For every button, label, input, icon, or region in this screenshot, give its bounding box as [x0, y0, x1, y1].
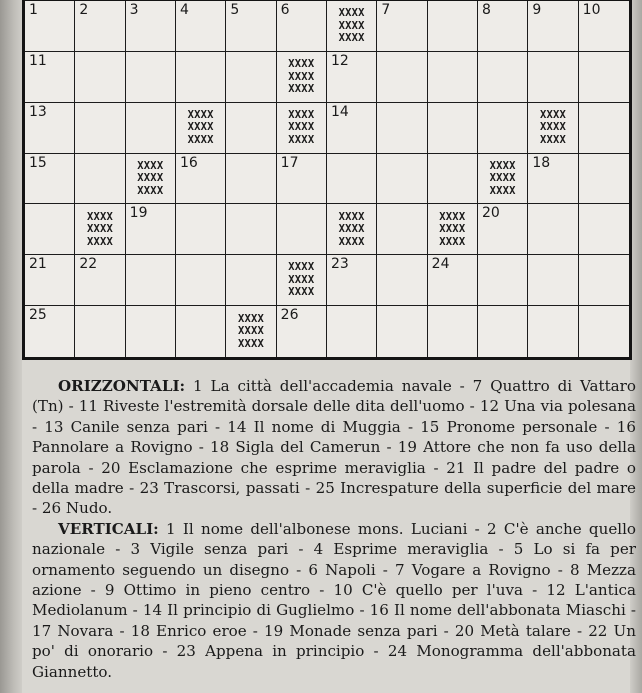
clue-number: 7	[381, 2, 391, 18]
grid-cell	[126, 204, 176, 255]
black-square-pattern-line: XXXX	[489, 184, 516, 197]
black-square-pattern	[176, 103, 225, 153]
grid-cell	[478, 204, 528, 255]
black-square-pattern-line: XXXX	[539, 133, 567, 146]
clue-number: 4	[179, 2, 189, 18]
grid-cell	[176, 204, 226, 255]
black-square-pattern-line: XXXX	[338, 32, 365, 45]
clue-number: 6	[280, 2, 290, 18]
black-square-pattern	[226, 306, 275, 357]
black-square-pattern-line: XXXX	[439, 235, 466, 248]
clue-number: 9	[532, 2, 542, 18]
clue-number: 1	[29, 2, 38, 18]
black-square-pattern-line: XXXX	[439, 210, 466, 223]
black-square-pattern-line: XXXX	[439, 223, 466, 236]
black-square-pattern-line: XXXX	[237, 312, 265, 325]
clue-number: 22	[79, 256, 98, 273]
grid-cell	[126, 1, 176, 52]
grid-cell	[75, 1, 125, 52]
clue-number: 18	[532, 154, 551, 171]
grid-cell	[277, 154, 327, 205]
clue-number: 25	[29, 307, 47, 324]
clue-number: 17	[280, 154, 299, 171]
down-heading: VERTICALI:	[58, 519, 159, 538]
grid-cell	[226, 204, 276, 255]
black-square-pattern-line: XXXX	[338, 19, 365, 32]
grid-cell	[528, 1, 578, 52]
black-square-pattern	[478, 154, 527, 204]
black-square-pattern-line: XXXX	[338, 223, 365, 236]
grid-cell	[377, 154, 427, 205]
black-square-pattern-line: XXXX	[137, 172, 164, 185]
grid-cell	[377, 204, 427, 255]
black-square	[428, 204, 478, 255]
grid-cell	[478, 255, 528, 306]
grid-cell	[176, 52, 226, 103]
clue-number: 11	[29, 52, 47, 69]
grid-cell	[377, 306, 427, 357]
grid-cell	[176, 1, 226, 52]
black-square-pattern	[428, 204, 477, 254]
grid-cell	[478, 306, 528, 357]
grid-cell	[428, 154, 478, 205]
grid-cell	[226, 103, 276, 154]
grid-cell	[327, 103, 377, 154]
grid-cell	[579, 306, 629, 357]
clue-number: 21	[29, 256, 47, 273]
grid-cell	[377, 52, 427, 103]
black-square-pattern-line: XXXX	[288, 261, 315, 274]
grid-cell	[528, 52, 578, 103]
page-edge-left	[0, 0, 22, 693]
clue-number: 3	[129, 2, 139, 18]
black-square-pattern	[277, 52, 326, 102]
grid-cell	[327, 255, 377, 306]
grid-cell	[176, 255, 226, 306]
black-square-pattern-line: XXXX	[489, 159, 516, 172]
clue-number: 19	[129, 205, 148, 222]
grid-cell	[176, 154, 226, 205]
grid-cell	[327, 52, 377, 103]
grid-cell	[126, 306, 176, 357]
black-square-pattern-line: XXXX	[288, 83, 315, 96]
grid-cell	[277, 306, 327, 357]
grid-cell	[327, 154, 377, 205]
black-square-pattern-line: XXXX	[338, 210, 365, 223]
black-square-pattern-line: XXXX	[237, 325, 265, 338]
clue-number: 24	[431, 256, 450, 273]
black-square-pattern-line: XXXX	[86, 223, 114, 236]
black-square	[277, 52, 327, 103]
black-square-pattern-line: XXXX	[288, 108, 315, 121]
grid-cell	[25, 255, 75, 306]
crossword-grid	[22, 0, 632, 360]
clue-number: 2	[79, 2, 89, 18]
black-square-pattern-line: XXXX	[187, 121, 214, 134]
black-square-pattern-line: XXXX	[288, 133, 315, 146]
grid-cell	[75, 103, 125, 154]
grid-cell	[25, 103, 75, 154]
grid-cell	[226, 154, 276, 205]
black-square-pattern	[75, 204, 124, 254]
clue-number: 26	[280, 307, 299, 324]
clue-number: 20	[481, 205, 500, 222]
grid-cell	[428, 306, 478, 357]
clue-number: 15	[29, 154, 47, 171]
grid-cell	[75, 306, 125, 357]
clue-number: 13	[29, 103, 47, 120]
grid-cell	[478, 52, 528, 103]
black-square	[226, 306, 276, 357]
grid-cell	[528, 204, 578, 255]
black-square-pattern-line: XXXX	[539, 108, 567, 121]
grid-cell	[226, 1, 276, 52]
black-square-pattern-line: XXXX	[137, 184, 164, 197]
grid-cell	[579, 52, 629, 103]
black-square-pattern-line: XXXX	[288, 121, 315, 134]
grid-cell	[277, 1, 327, 52]
grid-cell	[126, 52, 176, 103]
grid-cell	[528, 154, 578, 205]
grid-cell	[377, 103, 427, 154]
clue-number: 8	[481, 2, 491, 18]
black-square-pattern-line: XXXX	[237, 337, 265, 350]
black-square-pattern-line: XXXX	[86, 235, 114, 248]
grid-cell	[579, 103, 629, 154]
black-square-pattern	[528, 103, 577, 153]
black-square-pattern-line: XXXX	[489, 172, 516, 185]
black-square	[75, 204, 125, 255]
black-square-pattern-line: XXXX	[539, 121, 567, 134]
black-square-pattern	[327, 204, 376, 254]
grid-cell	[579, 1, 629, 52]
black-square-pattern-line: XXXX	[86, 210, 114, 223]
grid-cell	[428, 255, 478, 306]
grid-cell	[377, 1, 427, 52]
black-square-pattern	[327, 1, 376, 51]
grid-cell	[75, 154, 125, 205]
black-square-pattern-line: XXXX	[288, 58, 315, 71]
grid-cell	[25, 204, 75, 255]
down-clue-text: 1 Il nome dell'albonese mons. Luciani - 2 C'è anche quello nazionale - 3 Vigile senza pari - 4 Esprime meraviglia - 5 Lo si fa per ornamento seguendo un disegno - 6 Napoli - 7 Vogare a Rovigno - 8 Mezza azione - 9 Ottimo in pieno centro - 10 C'è quello per l'uva - 12 L'antica Mediolanum - 14 Il principio di Guglielmo - 16 Il nome dell'abbonata Miaschi - 17 Novara - 18 Enrico eroe - 19 Monade senza pari - 20 Metà talare - 22 Un po' di onorario - 23 Appena in principio - 24 Monogramma dell'abbonata Giannetto.	[32, 519, 636, 681]
black-square	[478, 154, 528, 205]
grid-cell	[428, 103, 478, 154]
black-square-pattern	[126, 154, 175, 204]
grid-cell	[75, 52, 125, 103]
grid-cell	[75, 255, 125, 306]
grid-cell	[478, 103, 528, 154]
grid-cell	[126, 255, 176, 306]
black-square-pattern-line: XXXX	[338, 235, 365, 248]
grid-cell	[277, 204, 327, 255]
grid-cell	[176, 306, 226, 357]
down-clues	[32, 519, 636, 682]
black-square	[327, 1, 377, 52]
black-square-pattern	[277, 255, 326, 305]
grid-cell	[428, 52, 478, 103]
clue-number: 16	[179, 154, 198, 171]
grid-cell	[377, 255, 427, 306]
across-clue-text: 1 La città dell'accademia navale - 7 Quattro di Vattaro (Tn) - 11 Riveste l'estremità dorsale delle dita dell'uomo - 12 Una via polesana - 13 Canile senza pari - 14 Il nome di Muggia - 15 Pronome personale - 16 Pannolare a Rovigno - 18 Sigla del Camerun - 19 Attore che non fa uso della parola - 20 Esclamazione che esprime meraviglia - 21 Il padre del padre o della madre - 23 Trascorsi, passati - 25 Increspature della superficie del mare - 26 Nudo.	[32, 377, 636, 518]
grid-cell	[226, 255, 276, 306]
black-square	[327, 204, 377, 255]
black-square	[126, 154, 176, 205]
black-square-pattern-line: XXXX	[288, 286, 315, 299]
black-square-pattern-line: XXXX	[187, 108, 214, 121]
grid-cell	[25, 154, 75, 205]
black-square-pattern-line: XXXX	[187, 133, 214, 146]
black-square	[277, 255, 327, 306]
clue-number: 12	[330, 52, 349, 69]
grid-cell	[126, 103, 176, 154]
grid-cell	[25, 306, 75, 357]
black-square-pattern-line: XXXX	[288, 70, 315, 83]
grid-cell	[528, 255, 578, 306]
grid-cell	[226, 52, 276, 103]
grid-cell	[579, 154, 629, 205]
grid-cell	[327, 306, 377, 357]
across-heading: ORIZZONTALI:	[58, 377, 186, 395]
clue-number: 23	[330, 256, 349, 273]
black-square	[277, 103, 327, 154]
black-square-pattern-line: XXXX	[137, 159, 164, 172]
grid-cell	[428, 1, 478, 52]
clues-section	[32, 376, 636, 682]
grid-cell	[25, 1, 75, 52]
grid-cell	[25, 52, 75, 103]
black-square-pattern-line: XXXX	[338, 7, 365, 20]
grid-cell	[579, 255, 629, 306]
black-square	[528, 103, 578, 154]
black-square-pattern-line: XXXX	[288, 273, 315, 286]
clue-number: 5	[230, 2, 240, 18]
clue-number: 14	[330, 103, 349, 120]
grid-cell	[478, 1, 528, 52]
grid-cell	[579, 204, 629, 255]
clue-number: 10	[582, 2, 601, 18]
black-square	[176, 103, 226, 154]
grid-cell	[528, 306, 578, 357]
black-square-pattern	[277, 103, 326, 153]
across-clues	[32, 376, 636, 519]
